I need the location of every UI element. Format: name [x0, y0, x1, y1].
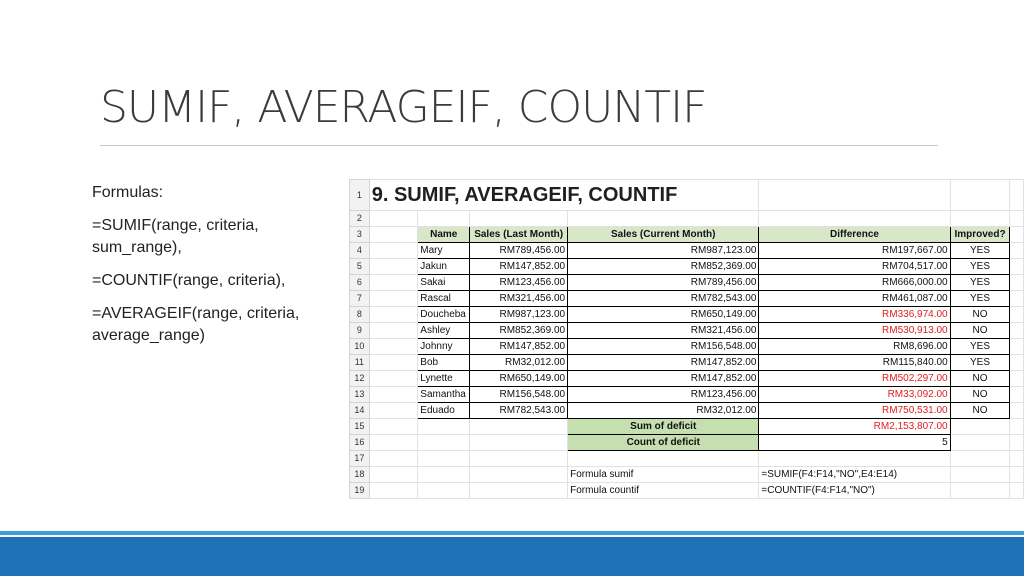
sheet-title: 9. SUMIF, AVERAGEIF, COUNTIF: [369, 180, 759, 211]
footer-bar: [0, 537, 1024, 576]
cell-improved: NO: [950, 307, 1010, 323]
sheet-row: [350, 275, 1024, 291]
row-number: 5: [350, 259, 370, 275]
cell-improved: YES: [950, 355, 1010, 371]
row-number: 14: [350, 403, 370, 419]
sheet-row: [350, 339, 1024, 355]
sheet-cell: [369, 211, 418, 227]
cell-sales-last: RM321,456.00: [470, 291, 568, 307]
cell-name: Samantha: [418, 387, 470, 403]
cell-name: Johnny: [418, 339, 470, 355]
formula-countif-label: Formula countif: [568, 483, 759, 499]
cell-name: Bob: [418, 355, 470, 371]
row-number: 1: [350, 180, 370, 211]
cell-difference: RM336,974.00: [759, 307, 950, 323]
sheet-cell: [369, 467, 418, 483]
notes-sumif: =SUMIF(range, criteria, sum_range),: [92, 217, 259, 256]
sheet-cell: [950, 483, 1010, 499]
sheet-cell: [369, 403, 418, 419]
sheet-cell: [1010, 211, 1024, 227]
sheet-cell: [568, 451, 759, 467]
cell-sales-last: RM852,369.00: [470, 323, 568, 339]
sheet-cell: [1010, 483, 1024, 499]
sheet-row: [350, 419, 1024, 435]
sheet-cell: [418, 467, 470, 483]
row-number: 18: [350, 467, 370, 483]
cell-sales-last: RM123,456.00: [470, 275, 568, 291]
sheet-cell: [470, 467, 568, 483]
notes-averageif: =AVERAGEIF(range, criteria, average_range): [92, 305, 300, 344]
row-number: 17: [350, 451, 370, 467]
sheet-row: [350, 227, 1024, 243]
sheet-cell: [369, 371, 418, 387]
count-deficit-label: Count of deficit: [568, 435, 759, 451]
sheet-cell: [369, 435, 418, 451]
sheet-row: [350, 323, 1024, 339]
formula-countif-text: =COUNTIF(F4:F14,"NO"): [759, 483, 950, 499]
sheet-cell: [369, 243, 418, 259]
header-difference: Difference: [759, 227, 950, 243]
sheet-cell: [759, 180, 950, 211]
sheet-cell: [369, 451, 418, 467]
sheet-cell: [1010, 243, 1024, 259]
cell-name: Rascal: [418, 291, 470, 307]
cell-name: Jakun: [418, 259, 470, 275]
sheet-cell: [369, 355, 418, 371]
cell-improved: YES: [950, 243, 1010, 259]
formula-notes: [92, 182, 342, 358]
row-number: 11: [350, 355, 370, 371]
sheet-cell: [950, 419, 1010, 435]
sheet-cell: [470, 451, 568, 467]
cell-sales-last: RM147,852.00: [470, 339, 568, 355]
cell-improved: NO: [950, 403, 1010, 419]
row-number: 13: [350, 387, 370, 403]
row-number: 2: [350, 211, 370, 227]
cell-difference: RM530,913.00: [759, 323, 950, 339]
cell-name: Ashley: [418, 323, 470, 339]
sheet-row: [350, 483, 1024, 499]
cell-sales-current: RM156,548.00: [568, 339, 759, 355]
sheet-cell: [369, 307, 418, 323]
row-number: 16: [350, 435, 370, 451]
notes-heading: Formulas:: [92, 184, 164, 201]
header-improved: Improved?: [950, 227, 1010, 243]
sheet-cell: [950, 180, 1010, 211]
row-number: 12: [350, 371, 370, 387]
sheet-cell: [950, 467, 1010, 483]
sheet-cell: [1010, 467, 1024, 483]
cell-difference: RM461,087.00: [759, 291, 950, 307]
sheet-row: [350, 243, 1024, 259]
cell-sales-current: RM987,123.00: [568, 243, 759, 259]
count-deficit-value: 5: [759, 435, 950, 451]
sheet-cell: [1010, 435, 1024, 451]
sheet-cell: [568, 211, 759, 227]
spreadsheet-screenshot: [349, 179, 1024, 501]
formula-sumif-text: =SUMIF(F4:F14,"NO",E4:E14): [759, 467, 950, 483]
sheet-cell: [1010, 323, 1024, 339]
sheet-cell: [369, 339, 418, 355]
title-divider: [100, 145, 938, 146]
cell-improved: NO: [950, 371, 1010, 387]
sheet-row: [350, 291, 1024, 307]
cell-difference: RM502,297.00: [759, 371, 950, 387]
cell-name: Mary: [418, 243, 470, 259]
sheet-row: [350, 403, 1024, 419]
cell-difference: RM704,517.00: [759, 259, 950, 275]
cell-difference: RM666,000.00: [759, 275, 950, 291]
sum-deficit-label: Sum of deficit: [568, 419, 759, 435]
cell-name: Lynette: [418, 371, 470, 387]
row-number: 19: [350, 483, 370, 499]
footer-accent-line: [0, 531, 1024, 535]
sheet-cell: [369, 275, 418, 291]
cell-sales-current: RM782,543.00: [568, 291, 759, 307]
cell-improved: NO: [950, 387, 1010, 403]
cell-improved: NO: [950, 323, 1010, 339]
cell-sales-current: RM147,852.00: [568, 371, 759, 387]
cell-sales-current: RM852,369.00: [568, 259, 759, 275]
sheet-cell: [369, 259, 418, 275]
cell-sales-current: RM123,456.00: [568, 387, 759, 403]
cell-sales-current: RM321,456.00: [568, 323, 759, 339]
notes-countif: =COUNTIF(range, criteria),: [92, 272, 286, 289]
sheet-cell: [369, 387, 418, 403]
sheet-row: [350, 371, 1024, 387]
sheet-cell: [470, 419, 568, 435]
sheet-cell: [369, 291, 418, 307]
row-number: 8: [350, 307, 370, 323]
cell-difference: RM197,667.00: [759, 243, 950, 259]
sheet-cell: [1010, 275, 1024, 291]
cell-name: Sakai: [418, 275, 470, 291]
sum-deficit-value: RM2,153,807.00: [759, 419, 950, 435]
sheet-cell: [418, 419, 470, 435]
sheet-row: [350, 387, 1024, 403]
cell-sales-last: RM147,852.00: [470, 259, 568, 275]
cell-name: Doucheba: [418, 307, 470, 323]
sheet-cell: [418, 211, 470, 227]
slide-title: SUMIF, AVERAGEIF, COUNTIF: [100, 82, 707, 133]
sheet-cell: [1010, 371, 1024, 387]
sheet-cell: [418, 435, 470, 451]
sheet-row: [350, 259, 1024, 275]
cell-sales-last: RM789,456.00: [470, 243, 568, 259]
header-name: Name: [418, 227, 470, 243]
row-number: 3: [350, 227, 370, 243]
cell-sales-last: RM32,012.00: [470, 355, 568, 371]
sheet-cell: [470, 211, 568, 227]
header-sales-current-month: Sales (Current Month): [568, 227, 759, 243]
sheet-row: [350, 180, 1024, 211]
sheet-row: [350, 355, 1024, 371]
cell-sales-last: RM156,548.00: [470, 387, 568, 403]
cell-difference: RM33,092.00: [759, 387, 950, 403]
row-number: 10: [350, 339, 370, 355]
sheet-cell: [369, 227, 418, 243]
cell-improved: YES: [950, 339, 1010, 355]
cell-sales-last: RM650,149.00: [470, 371, 568, 387]
sheet-cell: [369, 419, 418, 435]
sheet-cell: [950, 211, 1010, 227]
sheet-cell: [470, 435, 568, 451]
row-number: 15: [350, 419, 370, 435]
sheet-cell: [369, 483, 418, 499]
sheet-cell: [369, 323, 418, 339]
sheet-cell: [418, 451, 470, 467]
sheet-row: [350, 451, 1024, 467]
sheet-cell: [950, 435, 1010, 451]
cell-name: Eduado: [418, 403, 470, 419]
sheet-cell: [1010, 339, 1024, 355]
sheet-cell: [759, 211, 950, 227]
sheet-cell: [1010, 227, 1024, 243]
row-number: 7: [350, 291, 370, 307]
sheet-cell: [418, 483, 470, 499]
cell-difference: RM115,840.00: [759, 355, 950, 371]
cell-sales-last: RM782,543.00: [470, 403, 568, 419]
formula-sumif-label: Formula sumif: [568, 467, 759, 483]
sheet-cell: [1010, 355, 1024, 371]
cell-difference: RM750,531.00: [759, 403, 950, 419]
sheet-row: [350, 435, 1024, 451]
sheet-cell: [1010, 259, 1024, 275]
row-number: 6: [350, 275, 370, 291]
cell-improved: YES: [950, 259, 1010, 275]
sheet-cell: [759, 451, 950, 467]
cell-sales-current: RM789,456.00: [568, 275, 759, 291]
row-number: 4: [350, 243, 370, 259]
sheet-cell: [470, 483, 568, 499]
cell-improved: YES: [950, 275, 1010, 291]
cell-difference: RM8,696.00: [759, 339, 950, 355]
spreadsheet-grid: [349, 179, 1024, 499]
sheet-cell: [1010, 180, 1024, 211]
sheet-cell: [950, 451, 1010, 467]
cell-sales-last: RM987,123.00: [470, 307, 568, 323]
sheet-row: [350, 307, 1024, 323]
sheet-cell: [1010, 387, 1024, 403]
sheet-cell: [1010, 307, 1024, 323]
sheet-row: [350, 211, 1024, 227]
cell-improved: YES: [950, 291, 1010, 307]
sheet-cell: [1010, 451, 1024, 467]
sheet-cell: [1010, 403, 1024, 419]
cell-sales-current: RM32,012.00: [568, 403, 759, 419]
cell-sales-current: RM650,149.00: [568, 307, 759, 323]
header-sales-last-month: Sales (Last Month): [470, 227, 568, 243]
row-number: 9: [350, 323, 370, 339]
sheet-cell: [1010, 419, 1024, 435]
sheet-cell: [1010, 291, 1024, 307]
cell-sales-current: RM147,852.00: [568, 355, 759, 371]
sheet-row: [350, 467, 1024, 483]
